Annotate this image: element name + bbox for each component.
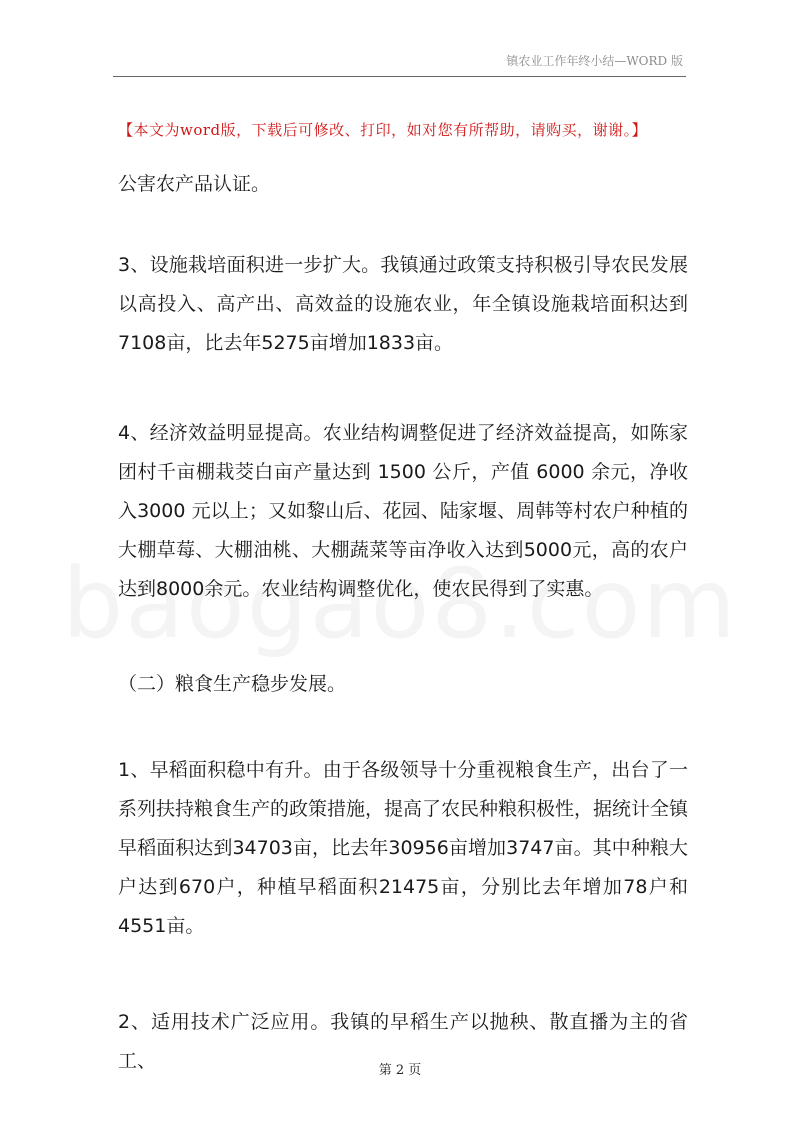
section-heading-text: （二）粮食生产稳步发展。 bbox=[118, 673, 347, 695]
document-header-title: 镇农业工作年终小结—WORD 版 bbox=[506, 54, 683, 68]
paragraph-2 bbox=[118, 246, 688, 363]
header-divider bbox=[113, 76, 686, 77]
purchase-notice: 【本文为word版，下载后可修改、打印，如对您有所帮助，请购买，谢谢。】 bbox=[118, 121, 648, 139]
page-number: 第 2 页 bbox=[378, 1063, 422, 1078]
paragraph-3 bbox=[118, 414, 688, 609]
paragraph-4 bbox=[118, 751, 688, 946]
paragraph-text: 2、适用技术广泛应用。我镇的早稻生产以抛秧、散直播为主的省工、 bbox=[118, 1011, 688, 1072]
paragraph-text: 4、经济效益明显提高。农业结构调整促进了经济效益提高，如陈家团村千亩棚栽茭白亩产量达到 1500 公斤，产值 6000 余元，净收入3000 元以上；又如黎山后、花园、陆家堰、周韩等村农户种植的大棚草莓、大棚油桃、大棚蔬菜等亩净收入达到5000元，高的农户达到8000余元。农业结构调整优化，使农民得到了实惠。 bbox=[118, 422, 688, 600]
paragraph-1 bbox=[118, 165, 688, 204]
section-heading bbox=[118, 665, 688, 704]
paragraph-text: 1、早稻面积稳中有升。由于各级领导十分重视粮食生产，出台了一系列扶持粮食生产的政策措施，提高了农民种粮积极性，据统计全镇早稻面积达到34703亩，比去年30956亩增加3747亩。其中种粮大户达到670户，种植早稻面积21475亩，分别比去年增加78户和4551亩。 bbox=[118, 759, 689, 937]
paragraph-text: 公害农产品认证。 bbox=[118, 173, 271, 195]
paragraph-text: 3、设施栽培面积进一步扩大。我镇通过政策支持积极引导农民发展以高投入、高产出、高效益的设施农业，年全镇设施栽培面积达到7108亩，比去年5275亩增加1833亩。 bbox=[118, 254, 688, 354]
